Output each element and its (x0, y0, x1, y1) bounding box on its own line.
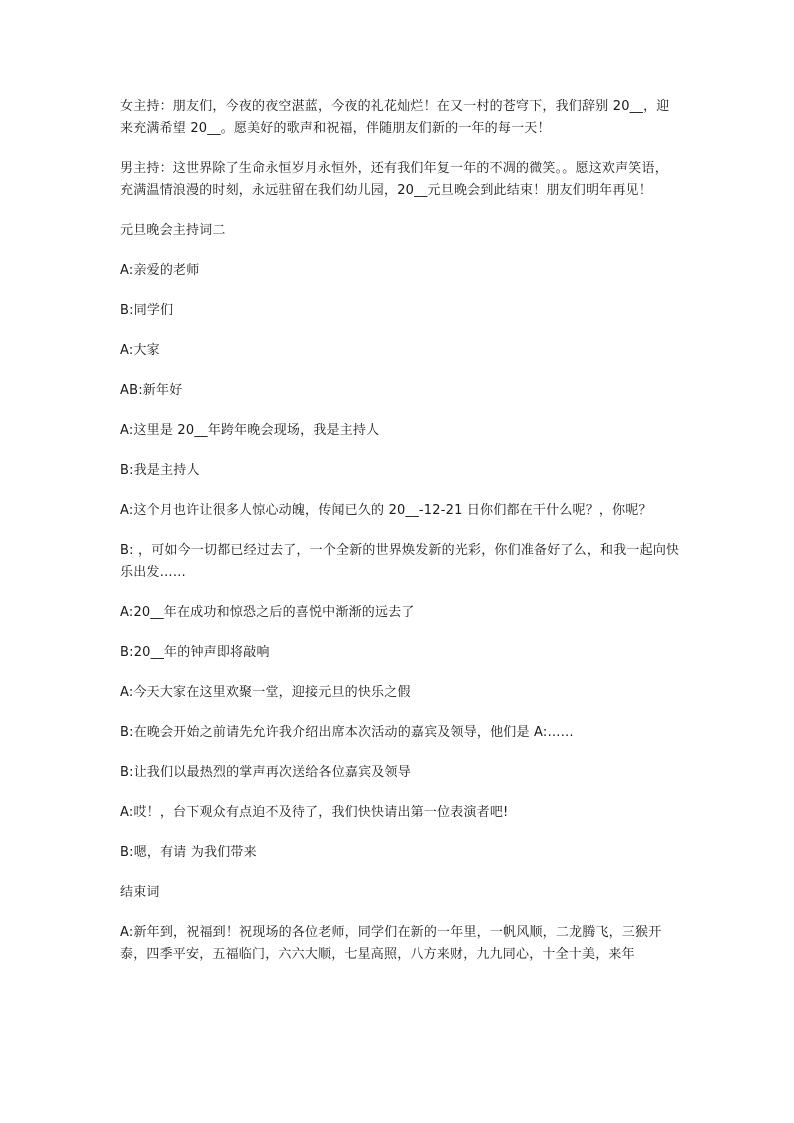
paragraph-male-host-closing: 男主持：这世界除了生命永恒岁月永恒外，还有我们年复一年的不凋的微笑。。愿这欢声笑语，充满温情浪漫的时刻，永远驻留在我们幼儿园，20__元旦晚会到此结束！朋友们明年再见！ (120, 161, 668, 198)
section-heading-script-two: 元旦晚会主持词二 (120, 223, 226, 238)
dialogue-line: B:嗯，有请 为我们带来 (120, 845, 257, 860)
dialogue-line: B:让我们以最热烈的掌声再次送给各位嘉宾及领导 (120, 765, 411, 780)
dialogue-line: A:亲爱的老师 (120, 263, 200, 278)
paragraph-female-host-opening: 女主持：朋友们，今夜的夜空湛蓝，今夜的礼花灿烂！在又一村的苍穹下，我们辞别 20__，迎来充满希望 20__。愿美好的歌声和祝福，伴随朋友们新的一年的每一天！ (120, 99, 670, 136)
document-body (120, 96, 680, 984)
dialogue-line: B:20__年的钟声即将敲响 (120, 645, 270, 660)
dialogue-line: B:同学们 (120, 303, 174, 318)
dialogue-line: A:哎！，台下观众有点迫不及待了，我们快快请出第一位表演者吧! (120, 805, 509, 820)
dialogue-line: A:20__年在成功和惊恐之后的喜悦中渐渐的远去了 (120, 605, 415, 620)
dialogue-line: A:新年到，祝福到！祝现场的各位老师，同学们在新的一年里，一帆风顺，二龙腾飞，三猴开泰，四季平安，五福临门，六六大顺，七星高照，八方来财，九九同心，十全十美，来年 (120, 925, 662, 962)
dialogue-line: B:我是主持人 (120, 463, 200, 478)
dialogue-line: A:这里是 20__年跨年晚会现场，我是主持人 (120, 423, 380, 438)
section-heading-closing: 结束词 (120, 885, 160, 900)
dialogue-line: B: ，可如今一切都已经过去了，一个全新的世界焕发新的光彩，你们准备好了么，和我一起向快乐出发…… (120, 543, 680, 580)
dialogue-line: B:在晚会开始之前请先允许我介绍出席本次活动的嘉宾及领导，他们是 A:…… (120, 725, 574, 740)
dialogue-line: A:大家 (120, 343, 160, 358)
dialogue-line: AB:新年好 (120, 383, 183, 398)
dialogue-line: A:这个月也许让很多人惊心动魄，传闻已久的 20__-12-21 日你们都在干什么呢？，你呢？ (120, 503, 652, 518)
dialogue-line: A:今天大家在这里欢聚一堂，迎接元旦的快乐之假 (120, 685, 411, 700)
